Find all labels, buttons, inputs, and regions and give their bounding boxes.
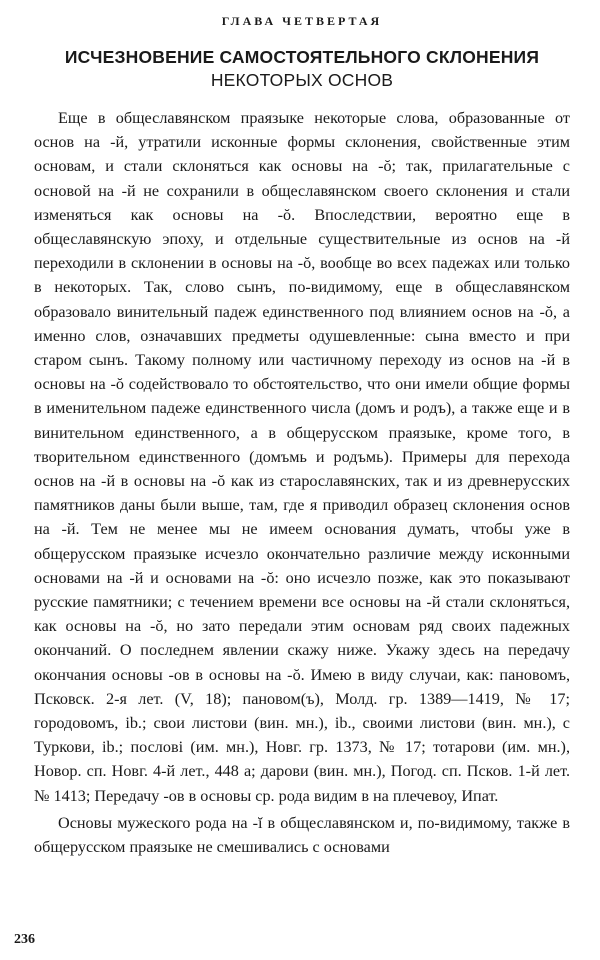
- page: [34, 10, 570, 859]
- title-line-2: НЕКОТОРЫХ ОСНОВ: [210, 70, 394, 90]
- running-head: ГЛАВА ЧЕТВЕРТАЯ: [221, 14, 383, 28]
- chapter-section-title: [34, 46, 570, 92]
- body-text: [34, 106, 570, 859]
- title-line-1: ИСЧЕЗНОВЕНИЕ САМОСТОЯТЕЛЬНОГО СКЛОНЕНИЯ: [64, 47, 540, 67]
- paragraph-1: Еще в общеславянском праязыке некоторые слова, образованные от основ на -й, утратили исконные формы склонения, свойственные этим основам, и стали склоняться как основы на -ŏ; так, прилагательные с основой на -й не сохранили в общеславянском своего склонения и стали изменяться как основы на -ŏ. Впоследствии, вероятно еще в общеславянскую эпоху, и отдельные существительные из основ на -й переходили в склонении в основы на -ŏ, вообще во всех падежах или только в некоторых. Так, слово сынъ, по-видимому, еще в общеславянском образовало винительный падеж единственного под влиянием основ на -ŏ, а именно слов, означавших предметы одушевленные: сына вместо и при старом сынъ. Такому полному или частичному переходу из основ на -й в основы на -ŏ содействовало то обстоятельство, что они имели общие формы в именительном падеже единственного числа (домъ и родъ), а также еще и в винительном единственного, а в общерусском праязыке, кроме того, в творительном единственного (домъмь и родъмь). Примеры для перехода основ на -й в основы на -ŏ как из старославянских, так и из древнерусских памятников даны были выше, там, где я приводил образец склонения основ на -й. Тем не менее мы не имеем основания думать, чтобы уже в общерусском праязыке исчезло окончательно различие между исконными основами на -й и основами на -ŏ: оно исчезло позже, как это показывают русские памятники; с течением времени все основы на -й стали склоняться, как основы на -ŏ, но зато передали этим основам ряд своих падежных окончаний. О последнем явлении скажу ниже. Укажу здесь на передачу окончания основы -ов в основы на -ŏ. Имею в виду случаи, как: пановомъ, Псковск. 2-я лет. (V, 18); пановом(ъ), Молд. гр. 1389—1419, № 17; городовомъ, ib.; свои листови (вин. мн.), ib., своими листови (вин. мн.), с Туркови, ib.; послові (им. мн.), Новг. гр. 1373, № 17; тотарови (им. мн.), Новор. сп. Новг. 4-й лет., 448 а; дарови (вин. мн.), Погод. сп. Псков. 1-й лет. № 1413; Передачу -ов в основы ср. рода видим в на плечевоу, Ипат.: [34, 109, 570, 805]
- paragraph-2: Основы мужеского рода на -ĭ в общеславянском и, по-видимому, также в общерусском праязыке не смешивались с основами: [34, 813, 570, 857]
- page-number: 236: [14, 932, 35, 947]
